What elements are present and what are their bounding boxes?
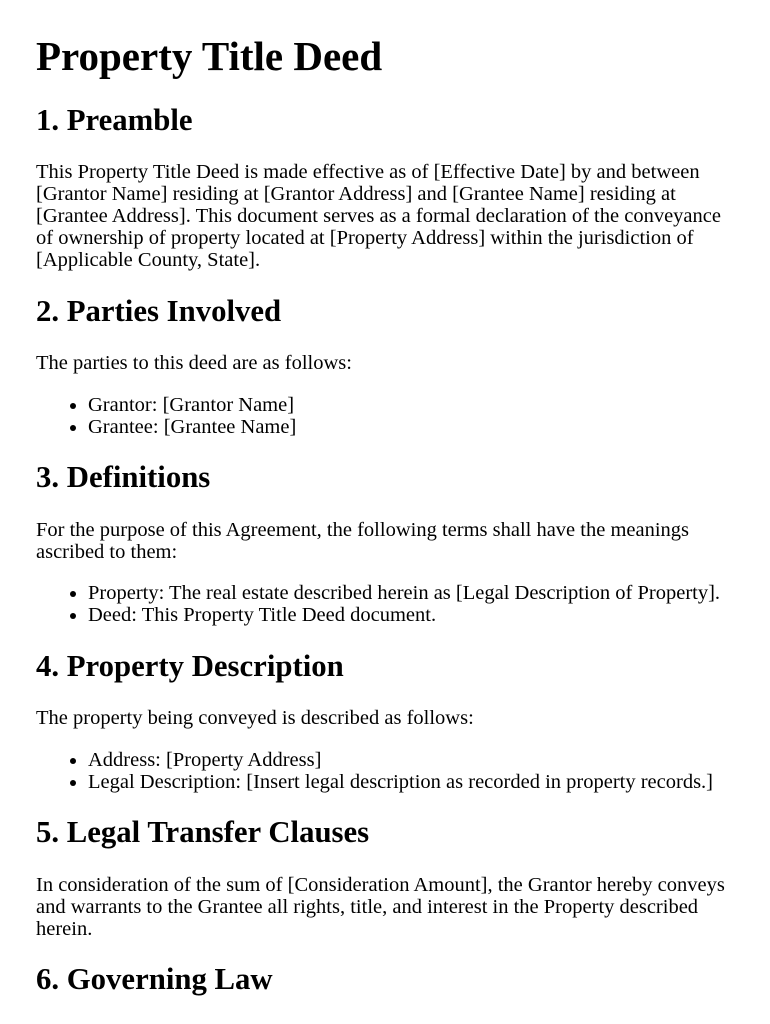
definitions-list [36, 582, 736, 626]
section-property-description [36, 649, 736, 793]
document-title: Property Title Deed [36, 33, 383, 79]
preamble-heading: 1. Preamble [36, 102, 193, 137]
definition-item-property: • Property: The real estate described herein as [Legal Description of Property]. [88, 582, 736, 604]
parties-item-grantee: • Grantee: [Grantee Name] [88, 416, 736, 438]
property-description-list [36, 749, 736, 793]
legal-transfer-paragraph: In consideration of the sum of [Consideration Amount], the Grantor hereby conveys and warrants to the Grantee all rights, title, and interest in the Property described herein. [36, 873, 725, 940]
section-legal-transfer-clauses [36, 815, 736, 940]
legal-transfer-heading: 5. Legal Transfer Clauses [36, 815, 370, 849]
property-item-legal-description: • Legal Description: [Insert legal description as recorded in property records.] [88, 771, 736, 793]
section-definitions [36, 460, 736, 626]
governing-law-heading: 6. Governing Law [36, 962, 273, 996]
parties-list [36, 394, 736, 438]
parties-item-grantor: • Grantor: [Grantor Name] [88, 394, 736, 416]
section-preamble [36, 103, 736, 272]
preamble-paragraph: This Property Title Deed is made effective as of [Effective Date] by and between [Grantor Name] residing at [Grantor Address] and [Grantee Name] residing at [Grantee Address]. This document serves as a formal declaration of the conveyance of ownership of property located at [Property Address] within the jurisdiction of [Applicable County, State]. [36, 161, 721, 271]
section-governing-law [36, 962, 736, 997]
property-description-heading: 4. Property Description [36, 648, 344, 683]
definitions-heading: 3. Definitions [36, 460, 211, 494]
property-item-address: • Address: [Property Address] [88, 749, 736, 771]
property-description-intro: The property being conveyed is described as follows: [36, 707, 474, 729]
definition-item-deed: • Deed: This Property Title Deed document. [88, 604, 736, 626]
definitions-intro: For the purpose of this Agreement, the following terms shall have the meanings ascribed to them: [36, 518, 690, 563]
section-parties-involved [36, 294, 736, 438]
parties-intro: The parties to this deed are as follows: [36, 352, 352, 374]
parties-heading: 2. Parties Involved [36, 293, 282, 328]
